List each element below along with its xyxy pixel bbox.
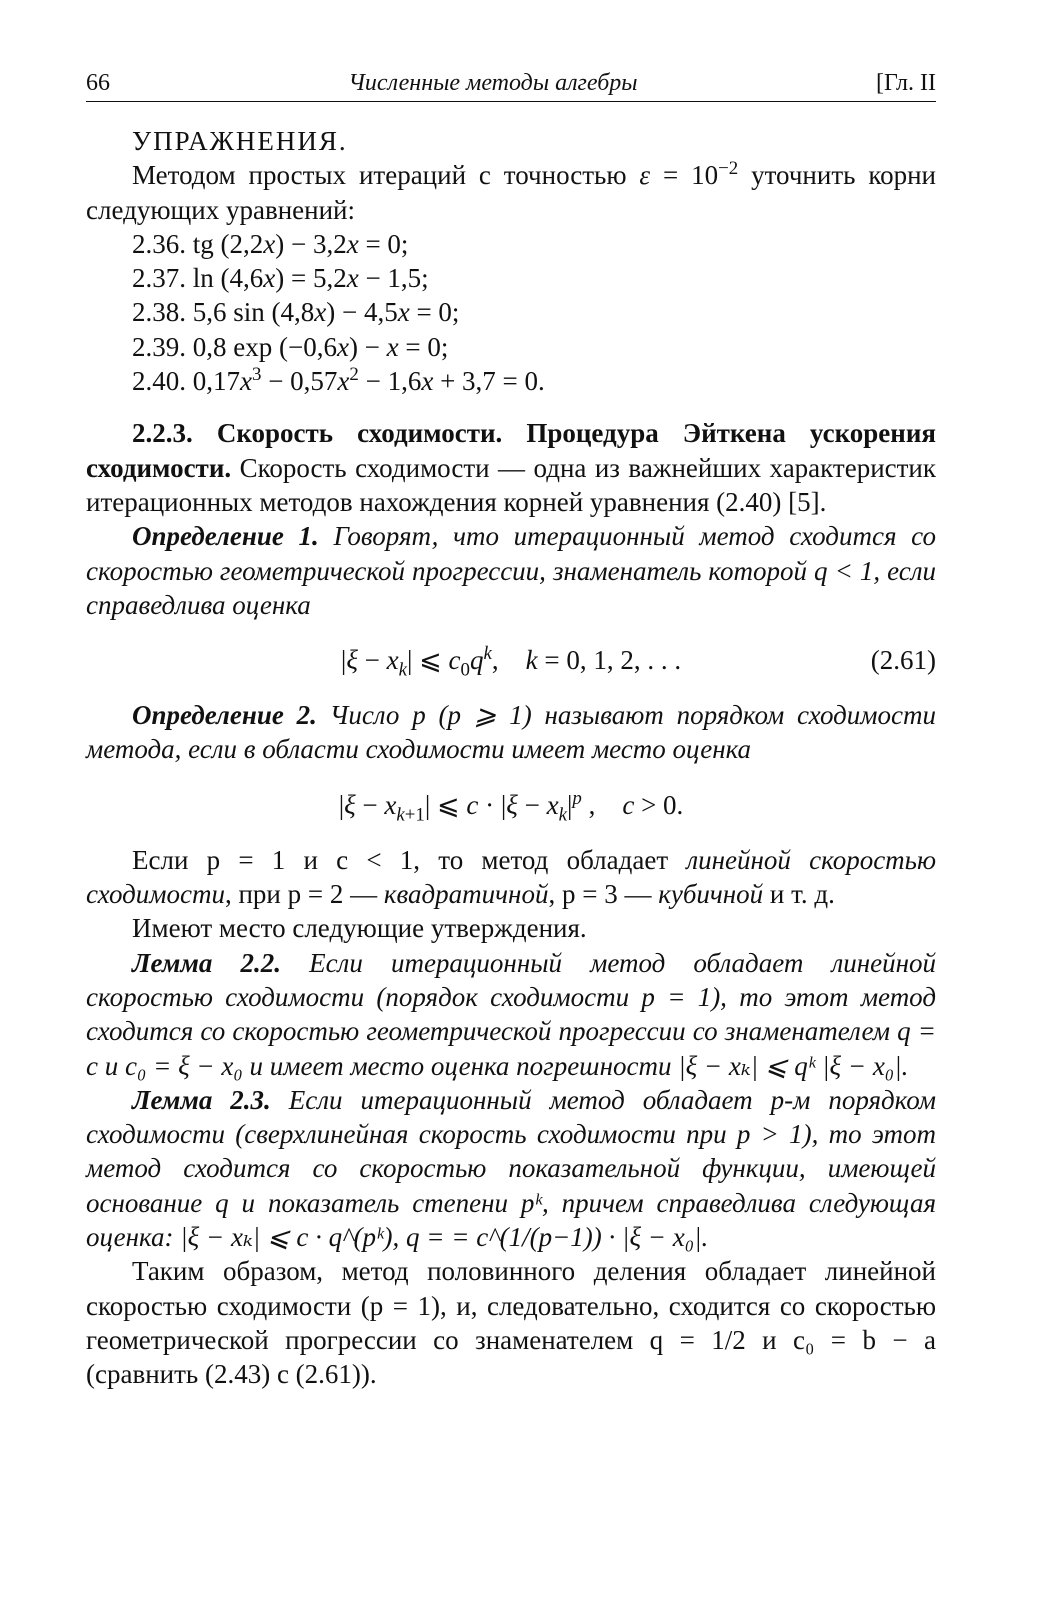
definition-2: Определение 2. Число p (p ⩾ 1) называют порядком сходимости метода, если в области сходимости имеет место оценка: [86, 700, 936, 765]
definition-1: Определение 1. Говорят, что итерационный метод сходится со скоростью геометрической прогрессии, знаменатель которой q < 1, если справедлива оценка: [86, 521, 936, 620]
page-number: 66: [86, 70, 110, 96]
exercise-item: 2.36. tg (2,2x) − 3,2x = 0;: [132, 228, 409, 259]
exercise-item: 2.38. 5,6 sin (4,8x) − 4,5x = 0;: [132, 297, 460, 328]
running-title: Численные методы алгебры: [348, 70, 638, 96]
lemma-2-2: Лемма 2.2. Если итерационный метод обладает линейной скоростью сходимости (порядок сходимости p = 1), то этот метод сходится со скоростью геометрической прогрессии со знаменателем q = c и c₀ = ξ − x₀ и имеет место оценка погрешности |ξ − xₖ| ⩽ qᵏ |ξ − x₀|.: [86, 947, 937, 1081]
equation-formula: $|\xi - x_{k+1}|$ ⩽ $c \cdot |\xi - x_k|^p$ , c > 0.: [338, 787, 684, 825]
exercise-item: 2.37. ln (4,6x) = 5,2x − 1,5;: [132, 263, 429, 294]
definition-1-label: Определение 1.: [132, 521, 319, 552]
section-title: 2.2.3. Скорость сходимости. Процедура Эйткена ускорения сходимости.: [86, 418, 936, 483]
definition-2-label: Определение 2.: [132, 700, 317, 731]
equation-number: (2.61): [870, 645, 936, 675]
conclusion-paragraph: Таким образом, метод половинного деления обладает линейной скоростью сходимости (p = 1), и, следовательно, сходится со скоростью геометрической прогрессии со знаменателем q = 1/2 и c₀ = b − a (сравнить (2.43) с (2.61)).: [86, 1256, 936, 1390]
equation-2-61: [86, 630, 936, 690]
exercises-heading: УПРАЖНЕНИЯ.: [132, 126, 348, 156]
page-content: [86, 124, 936, 1392]
exercise-item: 2.39. 0,8 exp (−0,6x) − x = 0;: [132, 331, 449, 362]
book-page: [86, 70, 936, 1392]
lemma-2-3: Лемма 2.3. Если итерационный метод обладает p-м порядком сходимости (сверхлинейная скорость сходимости при p > 1), то этот метод сходится со скоростью показательной функции, имеющей основание q и показатель степени pᵏ, причем справедлива следующая оценка: |ξ − xₖ| ⩽ c · q^(pᵏ), q = = c^(1/(p−1)) · |ξ − x₀|.: [86, 1084, 936, 1253]
exercise-item: 2.40. $0,17x^3 - 0,57x^2 - 1,6x + 3,7 = 0$.: [132, 364, 545, 397]
section-paragraph: 2.2.3. Скорость сходимости. Процедура Эйткена ускорения сходимости. Скорость сходимости — одна из важнейших характеристик итерационных методов нахождения корней уравнения (2.40) [5].: [86, 418, 936, 517]
convergence-paragraph: Если p = 1 и c < 1, то метод обладает линейной скоростью сходимости, при p = 2 — квадратичной, p = 3 — кубичной и т. д.: [86, 844, 936, 910]
page-header: [86, 70, 936, 102]
lemma-2-3-label: Лемма 2.3.: [132, 1084, 271, 1115]
chapter-label: [Гл. II: [875, 70, 936, 96]
exercises-intro: Методом простых итераций с точностью $\varepsilon = 10^{-2}$ уточнить корни следующих уравнений:: [86, 158, 936, 225]
lemma-2-2-label: Лемма 2.2.: [132, 947, 281, 978]
equation-convergence-order: [86, 775, 936, 835]
equation-formula: $|\xi - x_k|$ ⩽ $c_0q^k$, k = 0, 1, 2, . . .: [340, 643, 682, 681]
statements-intro: Имеют место следующие утверждения.: [132, 913, 587, 944]
